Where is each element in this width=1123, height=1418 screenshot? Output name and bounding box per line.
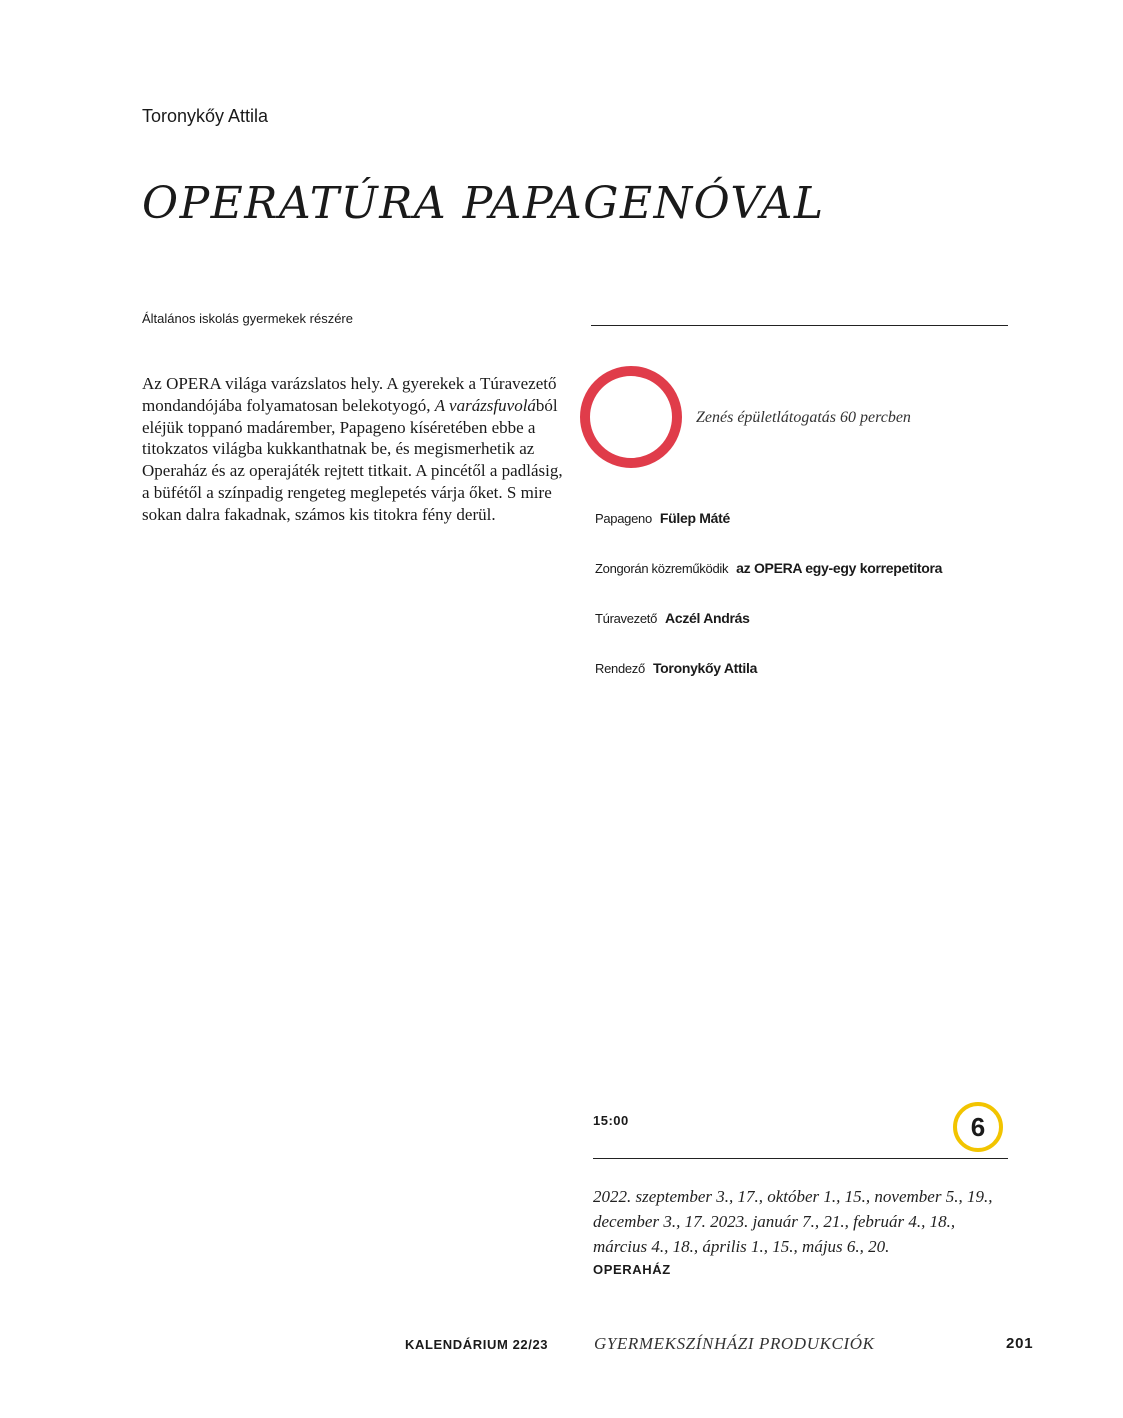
description (142, 373, 572, 526)
age-badge: 6 (953, 1102, 1003, 1152)
credit-row (595, 510, 730, 526)
footer-section: GYERMEKSZÍNHÁZI PRODUKCIÓK (594, 1334, 875, 1353)
work-title: A varázsfuvolá (434, 395, 536, 415)
page-title: OPERATÚRA PAPAGENÓVAL (142, 178, 825, 229)
credit-row (595, 610, 750, 626)
page-number: 201 (1006, 1335, 1034, 1352)
credit-name: az OPERA egy-egy korrepetitora (736, 560, 943, 576)
credit-name: Toronykőy Attila (652, 660, 758, 676)
circle-icon (580, 366, 682, 468)
credit-role: Túravezető (595, 611, 658, 626)
top-divider (591, 325, 1008, 326)
performance-dates: 2022. szeptember 3., 17., október 1., 15., november 5., 19., december 3., 17. 2023. január 7., 21., február 4., 18., március 4., 18., április 1., 15., május 6., 20. (593, 1187, 993, 1256)
footer-publication: KALENDÁRIUM 22/23 (405, 1337, 549, 1352)
venue-label: OPERAHÁZ (593, 1262, 671, 1277)
credit-name: Aczél András (665, 610, 750, 626)
credit-role: Rendező (595, 661, 645, 676)
show-time: 15:00 (593, 1113, 629, 1128)
credit-name: Fülep Máté (659, 510, 731, 526)
credit-row (595, 560, 942, 576)
credit-role: Zongorán közreműködik (595, 561, 729, 576)
credit-role: Papageno (595, 511, 652, 526)
audience-label: Általános iskolás gyermekek részére (142, 311, 353, 326)
duration-label: Zenés épületlátogatás 60 percben (696, 409, 911, 426)
description-body: ból eléjük toppanó madárember, Papageno kíséretében ebbe a titokzatos világba kukkanthatnak be, és megismerhetik az Operaház és az operajáték rejtett titkait. A pincétől a padlásig, a büfétől a színpadig rengeteg meglepetés várja őket. S mire sokan dalra fakadnak, számos kis titokra fény derül. (142, 395, 563, 524)
schedule-divider (593, 1158, 1008, 1159)
credit-row (595, 660, 757, 676)
author-name: Toronykőy Attila (142, 106, 269, 126)
description-intro: Az OPERA világa varázslatos hely. A gyerekek a Túravezető mondandójába folyamatosan belekotyogó, (142, 374, 557, 415)
